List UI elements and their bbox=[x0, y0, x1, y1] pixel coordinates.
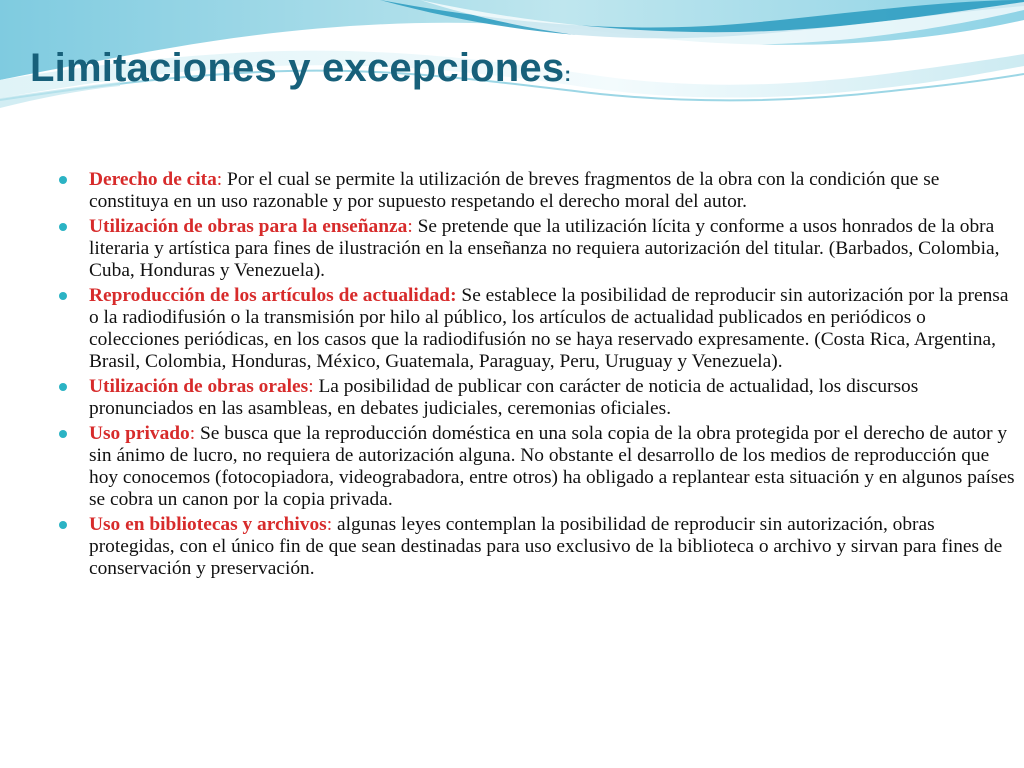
slide-title-text: Limitaciones y excepciones bbox=[30, 46, 565, 90]
slide-title bbox=[30, 46, 571, 91]
list-item bbox=[57, 423, 1017, 511]
bullet-list bbox=[57, 169, 1017, 583]
list-item-term: Reproducción de los artículos de actualidad bbox=[89, 285, 451, 306]
bullet-dot-icon bbox=[59, 176, 67, 184]
list-item-separator: : bbox=[189, 423, 196, 444]
slide-title-colon: : bbox=[564, 64, 572, 86]
list-item-text: algunas leyes contemplan la posibilidad de reproducir sin autorización, obras protegidas, con el único fin de que sean destinadas para uso exclusivo de la biblioteca o archivo y sirvan para fines de conservación y preservación. bbox=[89, 514, 1003, 579]
bullet-dot-icon bbox=[59, 430, 67, 438]
list-item-text: Se pretende que la utilización lícita y conforme a usos honrados de la obra literaria y artística para fines de ilustración en la enseñanza no requiera autorización del titular. (Barbados, Colombia, Cuba, Honduras y Venezuela). bbox=[89, 216, 1000, 281]
list-item-term: Derecho de cita bbox=[89, 169, 217, 190]
bullet-dot-icon bbox=[59, 223, 67, 231]
list-item-separator: : bbox=[407, 216, 413, 237]
list-item-separator: : bbox=[450, 285, 457, 306]
list-item-text: Se establece la posibilidad de reproducir sin autorización por la prensa o la radiodifusión o la transmisión por hilo al público, los artículos de actualidad publicados en periódicos o colecciones periódicas, en los casos que la radiodifusión no se haya reservado expresamente. (Costa Rica, Argentina, Brasil, Colombia, Honduras, México, Guatemala, Paraguay, Peru, Uruguay y Venezuela). bbox=[89, 285, 1009, 372]
list-item-separator: : bbox=[308, 376, 314, 397]
list-item bbox=[57, 169, 1017, 213]
list-item-term: Uso privado bbox=[89, 423, 190, 444]
list-item-text: Por el cual se permite la utilización de breves fragmentos de la obra con la condición que se constituya en un uso razonable y por supuesto respetando el derecho moral del autor. bbox=[89, 169, 940, 212]
list-item-term: Uso en bibliotecas y archivos bbox=[89, 514, 327, 535]
list-item-term: Utilización de obras para la enseñanza bbox=[89, 216, 408, 237]
list-item-text: Se busca que la reproducción doméstica en una sola copia de la obra protegida por el derecho de autor y sin ánimo de lucro, no requiera de autorización alguna. No obstante el desarrollo de los medios de reproducción que hoy conocemos (fotocopiadora, videograbadora, entre otros) ha obligado a replantear esta situación y en algunos países se cobra un canon por la copia privada. bbox=[89, 423, 1015, 510]
bullet-dot-icon bbox=[59, 521, 67, 529]
list-item-term: Utilización de obras orales bbox=[89, 376, 309, 397]
bullet-dot-icon bbox=[59, 292, 67, 300]
list-item bbox=[57, 216, 1017, 282]
list-item-separator: : bbox=[216, 169, 223, 190]
list-item bbox=[57, 514, 1017, 580]
list-item-text: La posibilidad de publicar con carácter de noticia de actualidad, los discursos pronunciados en las asambleas, en debates judiciales, ceremonias oficiales. bbox=[89, 376, 919, 419]
list-item bbox=[57, 285, 1017, 373]
bullet-dot-icon bbox=[59, 383, 67, 391]
list-item-separator: : bbox=[326, 514, 333, 535]
list-item bbox=[57, 376, 1017, 420]
